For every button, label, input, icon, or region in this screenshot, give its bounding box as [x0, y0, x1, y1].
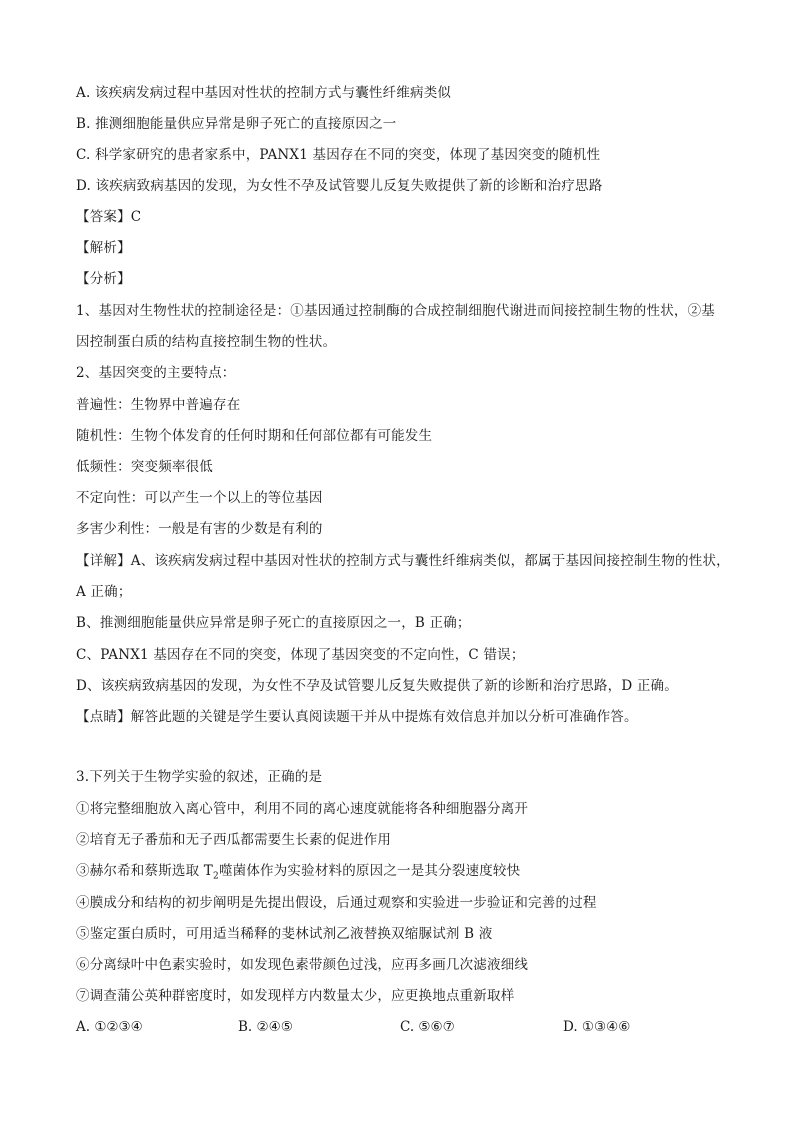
q3-item: ①将完整细胞放入离心管中，利用不同的离心速度就能将各种细胞器分离开 [76, 801, 529, 817]
option-d: D. 该疾病致病基因的发现，为女性不孕及试管婴儿反复失败提供了新的诊断和治疗思路 [76, 178, 603, 194]
q3-item: ⑦调查蒲公英种群密度时，如发现样方内数量太少，应更换地点重新取样 [76, 988, 515, 1004]
q3-choice-c: C. ⑤⑥⑦ [400, 1019, 455, 1035]
q3-item-3-prefix: ③赫尔希和蔡斯选取 T [76, 863, 213, 879]
answer: 【答案】C [76, 209, 142, 225]
option-c: C. 科学家研究的患者家系中，PANX1 基因存在不同的突变，体现了基因突变的随机性 [76, 147, 601, 163]
q3-item-3-subscript: 2 [213, 871, 219, 882]
detail-a: 【详解】A、该疾病发病过程中基因对性状的控制方式与囊性纤维病类似，都属于基因间接控制生物的性状， [76, 553, 730, 569]
fenxi-point-2: 2、基因突变的主要特点： [76, 365, 236, 381]
trait-item: 多害少利性：一般是有害的少数是有利的 [76, 521, 323, 537]
detail-d: D、该疾病致病基因的发现，为女性不孕及试管婴儿反复失败提供了新的诊断和治疗思路，D 正确。 [76, 678, 678, 694]
q3-choice-d: D. ①③④⑥ [563, 1019, 631, 1035]
q3-item: ⑤鉴定蛋白质时，可用适当稀释的斐林试剂乙液替换双缩脲试剂 B 液 [76, 926, 493, 942]
detail-b: B、推测细胞能量供应异常是卵子死亡的直接原因之一，B 正确； [76, 615, 471, 631]
option-a: A. 该疾病发病过程中基因对性状的控制方式与囊性纤维病类似 [76, 85, 452, 101]
detail-a-cont: A 正确； [76, 584, 132, 600]
fenxi-point-1-cont: 因控制蛋白质的结构直接控制生物的性状。 [76, 334, 337, 350]
fenxi-point-1: 1、基因对生物性状的控制途径是：①基因通过控制酶的合成控制细胞代谢进而间接控制生物的性状，②基 [76, 303, 715, 319]
q3-choice-a: A. ①②③④ [76, 1019, 143, 1035]
analysis-heading: 【解析】 [76, 240, 131, 256]
question-3-stem: 3.下列关于生物学实验的叙述，正确的是 [76, 769, 323, 785]
trait-item: 低频性：突变频率很低 [76, 459, 213, 475]
q3-item: ④膜成分和结构的初步阐明是先提出假设，后通过观察和实验进一步验证和完善的过程 [76, 895, 597, 911]
fenxi-heading: 【分析】 [76, 271, 131, 287]
dianjing: 【点睛】解答此题的关键是学生要认真阅读题干并从中提炼有效信息并加以分析可准确作答。 [76, 709, 638, 725]
q3-item: ⑥分离绿叶中色素实验时，如发现色素带颜色过浅，应再多画几次滤液细线 [76, 957, 529, 973]
trait-item: 普遍性：生物界中普遍存在 [76, 397, 241, 413]
q3-item [76, 862, 520, 886]
q3-item-3-rest: 噬菌体作为实验材料的原因之一是其分裂速度较快 [218, 863, 521, 879]
trait-item: 不定向性：可以产生一个以上的等位基因 [76, 490, 323, 506]
q3-choice-b: B. ②④⑤ [238, 1019, 293, 1035]
trait-item: 随机性：生物个体发育的任何时期和任何部位都有可能发生 [76, 428, 433, 444]
detail-c: C、PANX1 基因存在不同的突变，体现了基因突变的不定向性，C 错误； [76, 647, 525, 663]
q3-item: ②培育无子番茄和无子西瓜都需要生长素的促进作用 [76, 832, 392, 848]
option-b: B. 推测细胞能量供应异常是卵子死亡的直接原因之一 [76, 116, 397, 132]
